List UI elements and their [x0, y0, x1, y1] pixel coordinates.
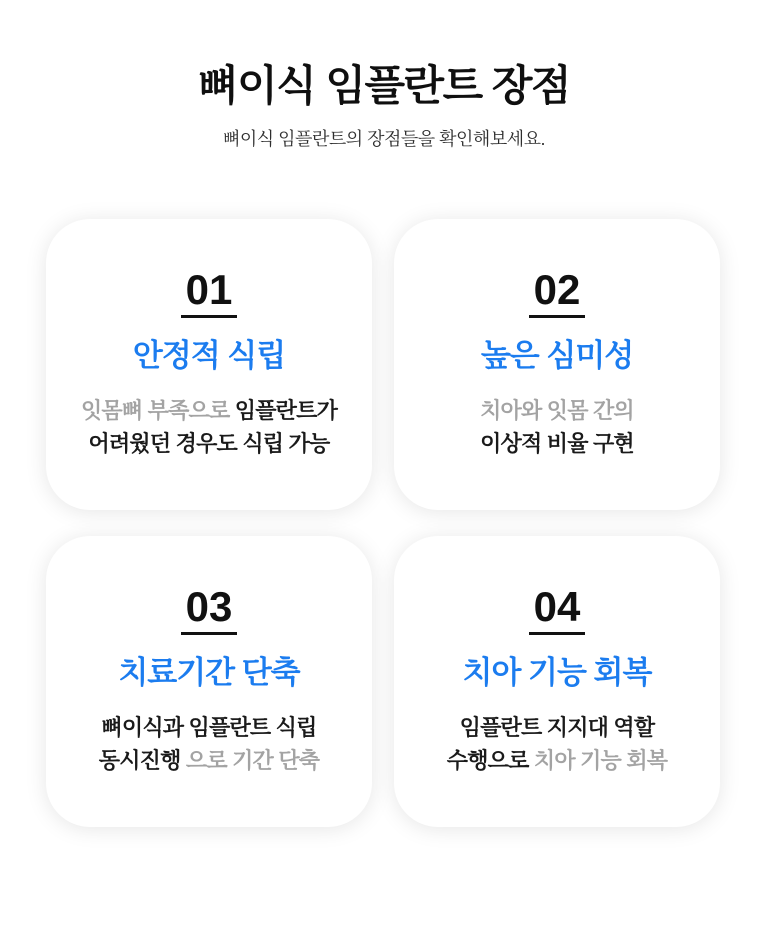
description-line [480, 427, 634, 460]
benefit-card-04 [394, 536, 720, 827]
description-line [99, 744, 319, 777]
desc-segment: 뼈이식과 임플란트 식립 [101, 714, 317, 740]
desc-segment: 수행으로 [446, 747, 534, 773]
desc-segment: 치아와 잇몸 간의 [480, 397, 634, 423]
desc-segment: 어려웠던 경우도 식립 가능 [88, 430, 330, 456]
desc-segment: 임플란트 지지대 역할 [459, 714, 655, 740]
card-description [480, 394, 634, 460]
card-description [447, 711, 667, 777]
card-number: 04 [529, 586, 586, 635]
benefit-card-grid [46, 219, 720, 827]
desc-segment: 이상적 비율 구현 [480, 430, 634, 456]
benefit-card-03 [46, 536, 372, 827]
description-line [447, 711, 667, 744]
card-number: 01 [181, 269, 238, 318]
page-header [0, 0, 768, 151]
card-title: 안정적 식립 [132, 338, 286, 374]
benefit-card-02 [394, 219, 720, 510]
description-line [447, 744, 667, 777]
card-number: 02 [529, 269, 586, 318]
desc-segment: 임플란트가 [234, 397, 338, 423]
card-title: 치료기간 단축 [118, 655, 300, 691]
card-title: 높은 심미성 [480, 338, 634, 374]
card-number: 03 [181, 586, 238, 635]
page-title: 뼈이식 임플란트 장점 [198, 62, 570, 109]
description-line [480, 394, 634, 427]
benefit-card-01 [46, 219, 372, 510]
desc-segment: 잇몸뼈 부족으로 [80, 397, 235, 423]
card-title: 치아 기능 회복 [462, 655, 652, 691]
description-line [99, 711, 319, 744]
page-subtitle: 뼈이식 임플란트의 장점들을 확인해보세요. [223, 129, 545, 150]
desc-segment: 동시진행 [98, 747, 186, 773]
desc-segment: 으로 기간 단축 [185, 747, 320, 773]
description-line [81, 427, 337, 460]
card-description [99, 711, 319, 777]
description-line [81, 394, 337, 427]
card-description [81, 394, 337, 460]
desc-segment: 치아 기능 회복 [533, 747, 668, 773]
